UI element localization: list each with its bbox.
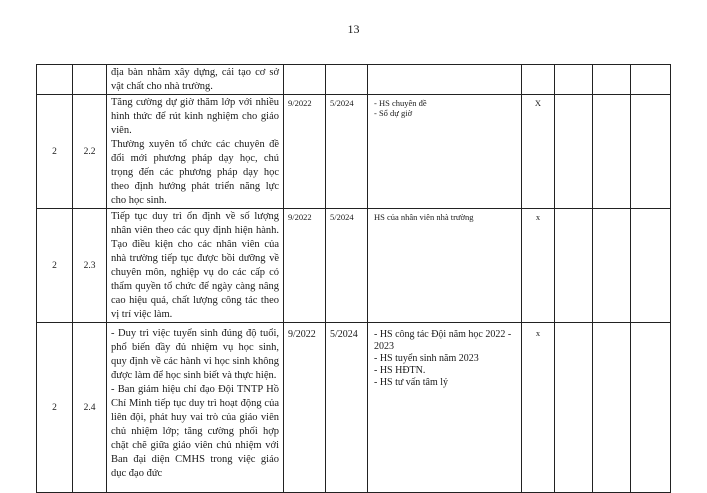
stt-cell: 2 bbox=[37, 95, 73, 209]
evidence-cell bbox=[368, 95, 522, 209]
content-cell bbox=[107, 65, 284, 95]
content-cell bbox=[107, 95, 284, 209]
empty-cell bbox=[593, 209, 631, 323]
start-cell bbox=[284, 65, 326, 95]
evidence-cell bbox=[368, 209, 522, 323]
code-cell bbox=[73, 65, 107, 95]
mark-cell bbox=[522, 65, 555, 95]
page-number: 13 bbox=[347, 22, 360, 36]
empty-cell bbox=[555, 323, 593, 493]
end-cell: 5/2024 bbox=[326, 323, 368, 493]
end-cell: 5/2024 bbox=[326, 95, 368, 209]
content-cell bbox=[107, 323, 284, 493]
mark-cell: x bbox=[522, 209, 555, 323]
content-paragraph: - Duy trì việc tuyển sinh đúng độ tuổi, phổ biến đầy đủ nhiệm vụ học sinh, quy định về các hành vi học sinh không được làm để học sinh biết và thực hiện. bbox=[111, 328, 279, 381]
end-cell bbox=[326, 65, 368, 95]
evidence-item: - HS tư vấn tâm lý bbox=[374, 377, 449, 388]
content-cell bbox=[107, 209, 284, 323]
content-paragraph: Tăng cường dự giờ thăm lớp với nhiều hình thức để rút kinh nghiệm cho giáo viên. bbox=[111, 97, 279, 136]
stt-cell: 2 bbox=[37, 209, 73, 323]
evidence-item: HS của nhân viên nhà trường bbox=[374, 212, 474, 222]
table-row bbox=[37, 95, 671, 209]
evidence-item: - Sổ dự giờ bbox=[374, 108, 413, 118]
code-cell: 2.4 bbox=[73, 323, 107, 493]
content-paragraph: địa bàn nhằm xây dựng, cải tạo cơ sở vật chất cho nhà trường. bbox=[111, 67, 279, 92]
start-cell: 9/2022 bbox=[284, 323, 326, 493]
start-cell: 9/2022 bbox=[284, 209, 326, 323]
table-row bbox=[37, 65, 671, 95]
evidence-item: - HS chuyên đề bbox=[374, 98, 427, 108]
mark-cell: X bbox=[522, 95, 555, 209]
content-paragraph: Tiếp tục duy trì ổn định về số lượng nhân viên theo các quy định hiện hành. Tạo điều kiện cho các nhân viên của nhà trường tiếp tục được bồi dưỡng về chuyên môn, nghiệp vụ do các cấp có thẩm quyền tổ chức để ngày càng nâng cao hiệu quả, chất lượng công tác theo vị trí việc làm. bbox=[111, 211, 279, 320]
empty-cell bbox=[593, 95, 631, 209]
empty-cell bbox=[631, 323, 671, 493]
evidence-cell bbox=[368, 323, 522, 493]
empty-cell bbox=[631, 95, 671, 209]
empty-cell bbox=[593, 323, 631, 493]
table-row bbox=[37, 209, 671, 323]
stt-cell bbox=[37, 65, 73, 95]
end-cell: 5/2024 bbox=[326, 209, 368, 323]
content-paragraph: - Ban giám hiệu chỉ đạo Đội TNTP Hồ Chí Minh tiếp tục duy trì hoạt động của liên đội, phát huy vai trò của giáo viên chủ nhiệm lớp; tăng cường phối hợp chặt chẽ giữa giáo viên chủ nhiệm với Ban đại diện CMHS trong việc giáo dục đạo đức bbox=[111, 384, 279, 479]
evidence-item: - HS công tác Đội năm học 2022 - 2023 bbox=[374, 329, 512, 352]
evidence-item: - HS HĐTN. bbox=[374, 365, 426, 376]
evidence-item: - HS tuyển sinh năm 2023 bbox=[374, 353, 479, 364]
empty-cell bbox=[555, 95, 593, 209]
empty-cell bbox=[555, 65, 593, 95]
empty-cell bbox=[593, 65, 631, 95]
mark-cell: x bbox=[522, 323, 555, 493]
empty-cell bbox=[631, 65, 671, 95]
plan-table bbox=[36, 64, 671, 493]
content-paragraph: Thường xuyên tổ chức các chuyên đề đổi mới phương pháp dạy học, chú trọng đến các phương pháp dạy học theo định hướng phát triển năng lực cho học sinh. bbox=[111, 139, 279, 206]
code-cell: 2.2 bbox=[73, 95, 107, 209]
code-cell: 2.3 bbox=[73, 209, 107, 323]
empty-cell bbox=[555, 209, 593, 323]
empty-cell bbox=[631, 209, 671, 323]
evidence-cell bbox=[368, 65, 522, 95]
start-cell: 9/2022 bbox=[284, 95, 326, 209]
table-row bbox=[37, 323, 671, 493]
stt-cell: 2 bbox=[37, 323, 73, 493]
